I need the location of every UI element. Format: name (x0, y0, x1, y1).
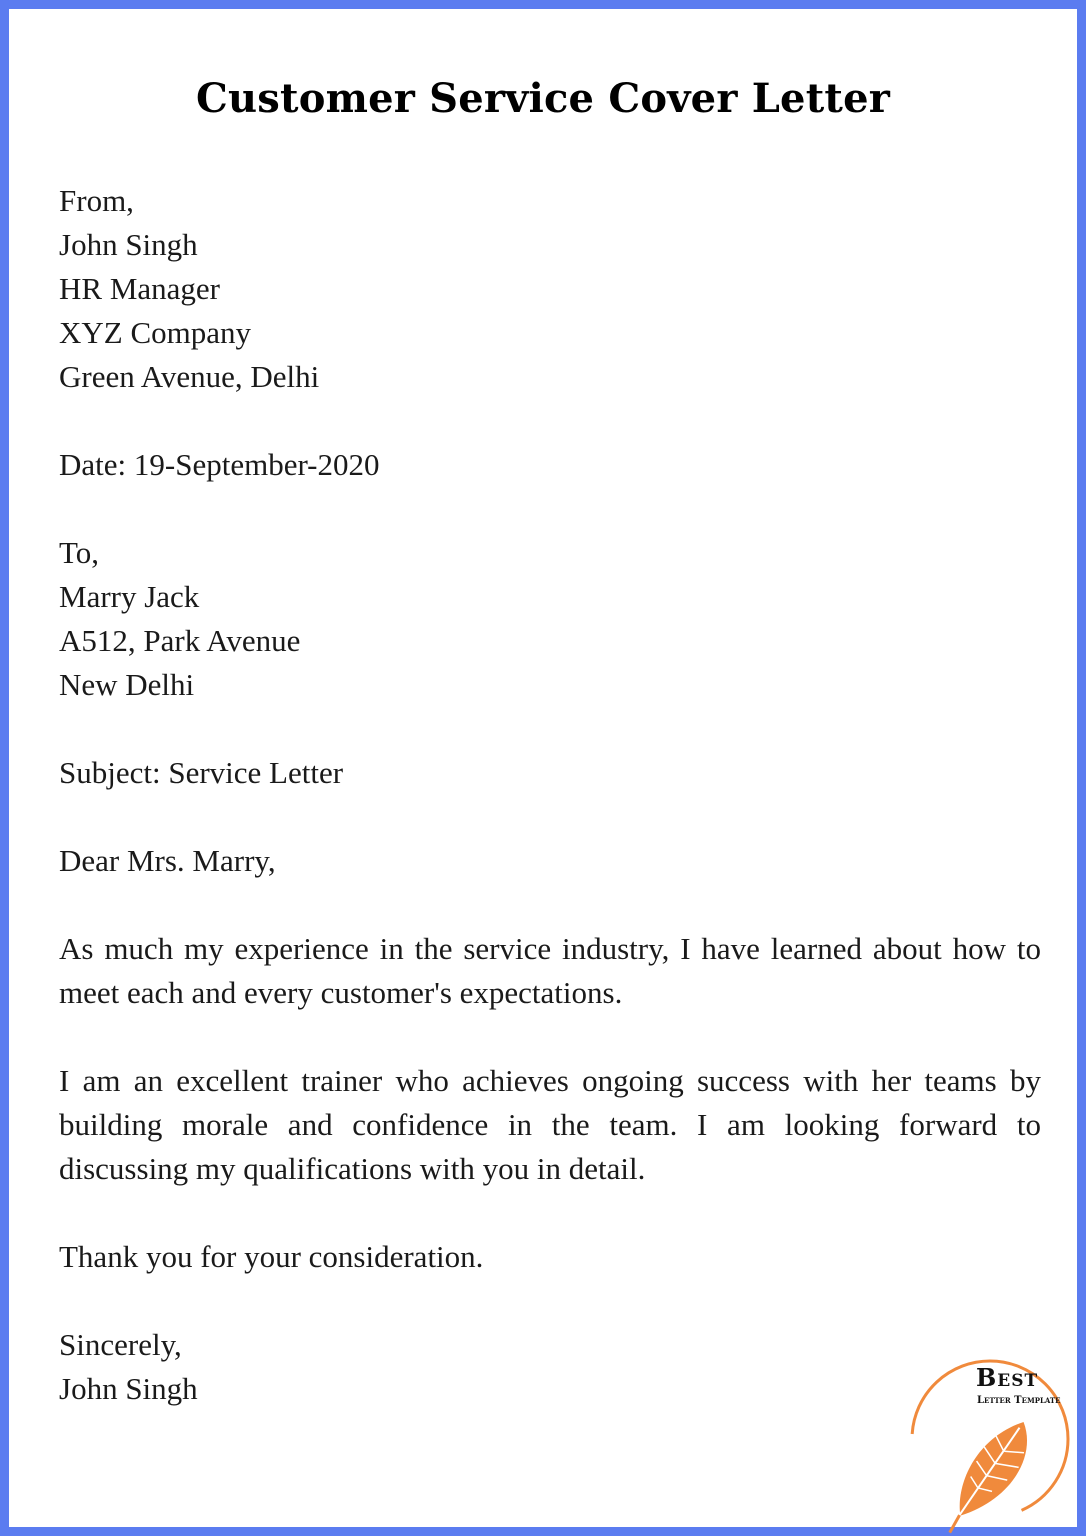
body-paragraph-3: Thank you for your consideration. (59, 1239, 484, 1274)
recipient-address-line1: A512, Park Avenue (59, 623, 301, 658)
letter-date: Date: 19-September-2020 (59, 447, 380, 482)
body-paragraph-2: I am an excellent trainer who achieves ongoing success with her teams by building morale and confidence in the team. I am looking forward to discussing my qualifications with you in detail. (59, 1063, 1041, 1186)
feather-icon (932, 1411, 1044, 1537)
from-label: From, (59, 183, 134, 218)
letter-body (59, 179, 1041, 1411)
sender-name: John Singh (59, 227, 198, 262)
sender-address: Green Avenue, Delhi (59, 359, 320, 394)
to-label: To, (59, 535, 100, 570)
salutation: Dear Mrs. Marry, (59, 843, 276, 878)
sender-position: HR Manager (59, 271, 220, 306)
logo-tagline: Letter Template (977, 1395, 1061, 1406)
closing-sign-off: Sincerely, (59, 1327, 182, 1362)
body-paragraph-1: As much my experience in the service industry, I have learned about how to meet each and every customer's expectations. (59, 931, 1041, 1010)
closing-name: John Singh (59, 1371, 198, 1406)
logo-word: Best (976, 1363, 1039, 1392)
page-title: Customer Service Cover Letter (195, 75, 890, 122)
sender-company: XYZ Company (59, 315, 252, 350)
recipient-address-line2: New Delhi (59, 667, 195, 702)
recipient-name: Marry Jack (59, 579, 200, 614)
letter-subject: Subject: Service Letter (59, 755, 344, 790)
brand-logo (902, 1347, 1082, 1537)
